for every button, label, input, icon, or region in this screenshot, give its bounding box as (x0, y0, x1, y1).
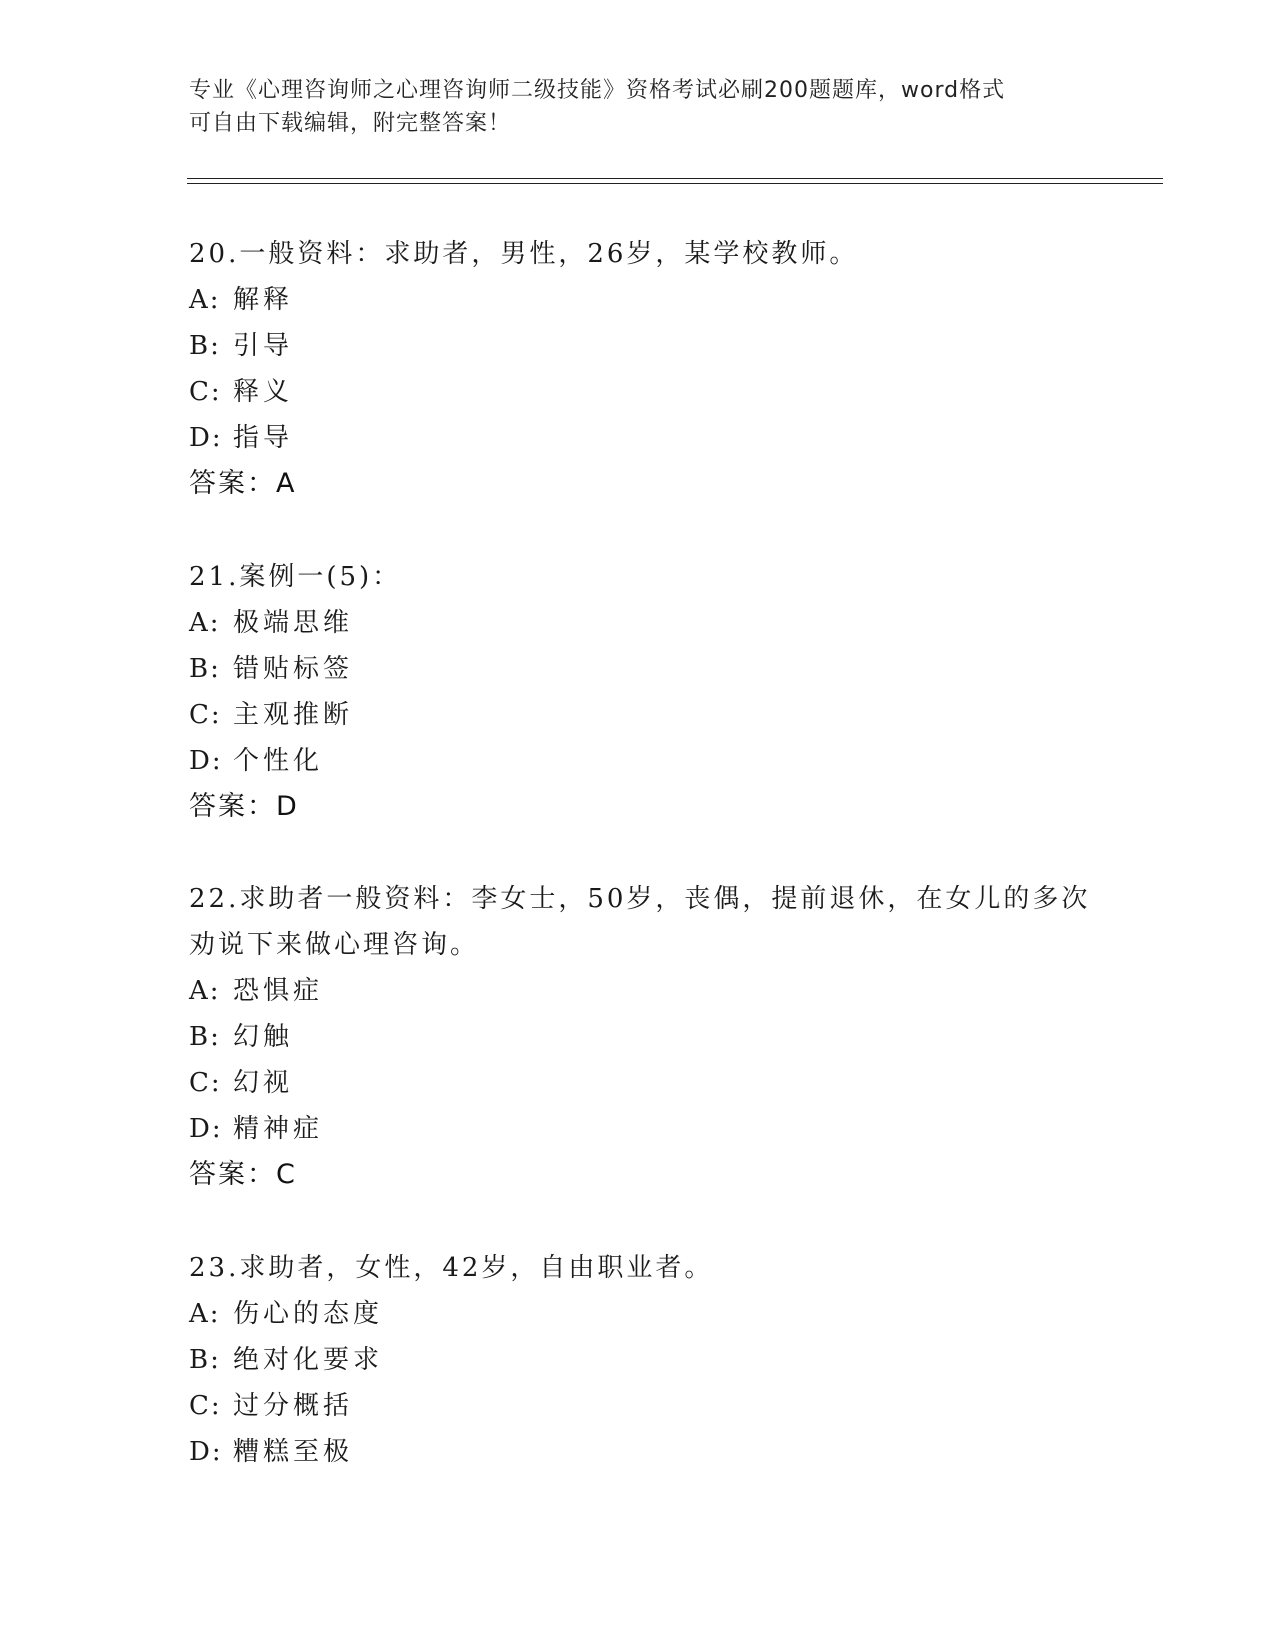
option-letter: A: (189, 285, 221, 315)
answer-line: 答案：D (189, 791, 299, 822)
option-c (189, 369, 1119, 415)
question-stem: 22.求助者一般资料：李女士，50岁，丧偶，提前退休，在女儿的多次 (189, 884, 1091, 914)
question-stem: 21.案例一(5)： (189, 562, 402, 592)
option-letter: D: (189, 1114, 223, 1144)
header-divider-top (187, 178, 1163, 179)
answer-line: 答案：A (189, 468, 297, 499)
option-letter: A: (189, 1299, 221, 1329)
option-b (189, 323, 1119, 369)
option-text: 过分概括 (233, 1391, 354, 1421)
option-text: 幻视 (233, 1068, 294, 1098)
question-23 (189, 1245, 1119, 1475)
option-text: 绝对化要求 (233, 1345, 384, 1375)
option-text: 引导 (233, 331, 294, 361)
question-stem: 23.求助者，女性，42岁，自由职业者。 (189, 1253, 714, 1283)
option-letter: A: (189, 976, 221, 1006)
question-stem-continued: 劝说下来做心理咨询。 (189, 930, 480, 960)
option-letter: C: (189, 1391, 222, 1421)
option-letter: B: (189, 331, 221, 361)
option-text: 个性化 (233, 746, 324, 776)
option-a (189, 600, 1119, 646)
option-letter: C: (189, 1068, 222, 1098)
header-divider-bottom (187, 183, 1163, 184)
option-text: 释义 (233, 377, 294, 407)
option-text: 幻触 (233, 1022, 294, 1052)
option-text: 错贴标签 (233, 654, 354, 684)
option-text: 主观推断 (233, 700, 354, 730)
option-a (189, 1291, 1119, 1337)
document-header (189, 74, 1089, 140)
option-text: 伤心的态度 (233, 1299, 384, 1329)
option-letter: B: (189, 1022, 221, 1052)
header-line-2: 可自由下载编辑，附完整答案！ (189, 111, 512, 136)
option-b (189, 1014, 1119, 1060)
option-c (189, 1383, 1119, 1429)
option-b (189, 646, 1119, 692)
answer-line: 答案：C (189, 1159, 297, 1190)
option-c (189, 692, 1119, 738)
option-text: 糟糕至极 (233, 1437, 354, 1467)
option-letter: D: (189, 1437, 223, 1467)
question-20 (189, 231, 1119, 507)
option-text: 极端思维 (233, 608, 354, 638)
option-letter: B: (189, 654, 221, 684)
question-22 (189, 876, 1119, 1198)
option-letter: C: (189, 700, 222, 730)
option-letter: C: (189, 377, 222, 407)
option-text: 解释 (233, 285, 294, 315)
option-text: 恐惧症 (233, 976, 324, 1006)
header-line-1: 专业《心理咨询师之心理咨询师二级技能》资格考试必刷200题题库，word格式 (189, 78, 1006, 103)
option-letter: D: (189, 746, 223, 776)
option-letter: A: (189, 608, 221, 638)
option-letter: D: (189, 423, 223, 453)
option-a (189, 277, 1119, 323)
option-d (189, 1106, 1119, 1152)
option-c (189, 1060, 1119, 1106)
option-text: 精神症 (233, 1114, 324, 1144)
option-text: 指导 (233, 423, 294, 453)
option-d (189, 738, 1119, 784)
option-d (189, 415, 1119, 461)
question-stem: 20.一般资料：求助者，男性，26岁，某学校教师。 (189, 239, 859, 269)
option-a (189, 968, 1119, 1014)
option-b (189, 1337, 1119, 1383)
question-21 (189, 554, 1119, 830)
option-letter: B: (189, 1345, 221, 1375)
option-d (189, 1429, 1119, 1475)
